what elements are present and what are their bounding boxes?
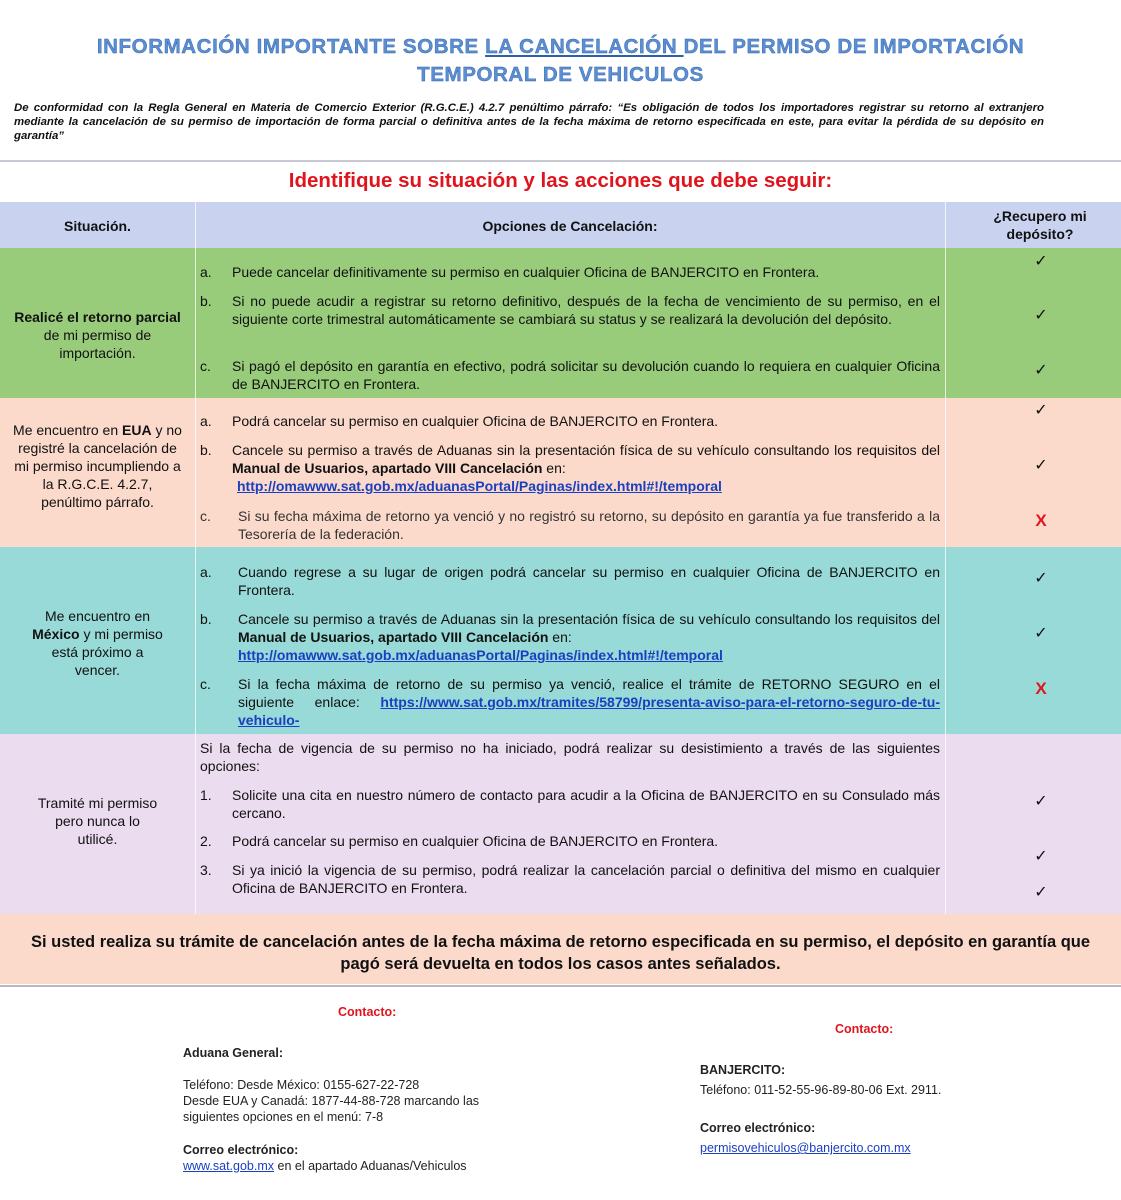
column-header-situation: Situación.	[64, 218, 131, 234]
cross-icon: X	[1035, 511, 1047, 530]
row1-situation-bold: Realicé el retorno parcial	[14, 309, 181, 325]
item-label: a.	[200, 264, 212, 280]
row3-situation	[0, 607, 195, 679]
row2-situation-bold: EUA	[122, 422, 152, 438]
row4-item-3	[200, 861, 940, 897]
aduana-phone-line3: siguientes opciones en el menú: 7-8	[183, 1110, 384, 1124]
sat-temporal-link[interactable]: http://omawww.sat.gob.mx/aduanasPortal/Paginas/index.html#!/temporal	[237, 478, 722, 494]
check-icon: ✓	[1034, 793, 1048, 810]
aduana-email-rest: en el apartado Aduanas/Vehiculos	[274, 1159, 467, 1173]
item-text: Puede cancelar definitivamente su permiso en cualquier Oficina de BANJERCITO en Frontera.	[232, 264, 820, 280]
item-text: Solicite una cita en nuestro número de contacto para acudir a la Oficina de BANJERCITO en su Consulado más cercano.	[232, 787, 940, 821]
row2-item-c	[200, 507, 940, 543]
item-text: Si pagó el depósito en garantía en efectivo, podrá solicitar su devolución cuando lo requiera en cualquier Oficina de BANJERCITO en Frontera.	[232, 358, 940, 392]
item-text-main: Si la fecha máxima de retorno de su permiso ya venció, realice el trámite de RETORNO SEGURO en el siguiente enlace:	[238, 676, 940, 710]
section-headline: Identifique su situación y las acciones que debe seguir:	[288, 169, 833, 192]
check-icon: ✓	[1034, 362, 1048, 379]
banjercito-email-label: Correo electrónico:	[700, 1121, 816, 1135]
row1-situation-rest: de mi permiso de importación.	[43, 327, 152, 361]
row3-item-c	[200, 675, 940, 729]
row4-item-1	[200, 786, 940, 822]
item-text-bold: Manual de Usuarios, apartado VIII Cancelación	[232, 460, 543, 476]
item-label: a.	[200, 413, 212, 429]
item-text-pre: Cancele su permiso a través de Aduanas sin la presentación física de su vehículo consultando los requisitos del	[238, 611, 940, 627]
title-line1-pre: INFORMACIÓN IMPORTANTE SOBRE	[96, 35, 486, 58]
banjercito-phone: Teléfono: 011-52-55-96-89-80-06 Ext. 2911.	[700, 1083, 942, 1097]
item-label: c.	[200, 508, 211, 524]
row2-situation-post: y no registré la cancelación de mi permiso incumpliendo a la R.G.C.E. 4.2.7, penúltimo párrafo.	[14, 422, 182, 510]
item-text-pre: Cancele su permiso a través de Aduanas sin la presentación física de su vehículo consultando los requisitos del	[232, 442, 940, 458]
item-text	[238, 675, 940, 729]
banjercito-label: BANJERCITO:	[700, 1063, 786, 1077]
sat-website-link[interactable]: www.sat.gob.mx	[183, 1159, 275, 1173]
sat-temporal-link[interactable]: http://omawww.sat.gob.mx/aduanasPortal/Paginas/index.html#!/temporal	[238, 647, 723, 663]
row2-item-b	[200, 441, 940, 495]
aduana-email-label: Correo electrónico:	[183, 1143, 299, 1157]
row3-situation-post: y mi permiso está próximo a vencer.	[51, 626, 163, 678]
item-label: b.	[200, 611, 212, 627]
check-icon: ✓	[1034, 457, 1048, 474]
title-line1-post: DEL PERMISO DE IMPORTACIÓN	[683, 35, 1025, 58]
row2-situation-pre: Me encuentro en	[13, 422, 123, 438]
item-label: c.	[200, 358, 211, 374]
item-text: Podrá cancelar su permiso en cualquier Oficina de BANJERCITO en Frontera.	[232, 833, 719, 849]
check-icon: ✓	[1034, 625, 1048, 642]
check-icon: ✓	[1034, 848, 1048, 865]
contact-heading-left: Contacto:	[338, 1005, 397, 1019]
row1-situation	[0, 308, 195, 362]
column-separator	[195, 202, 196, 914]
cross-icon: X	[1035, 679, 1047, 698]
page-title	[0, 35, 1121, 59]
row4-situation: Tramité mi permiso pero nunca lo utilicé.	[37, 795, 158, 847]
intro-paragraph: De conformidad con la Regla General en Materia de Comercio Exterior (R.G.C.E.) 4.2.7 penúltimo párrafo: “Es obligación de todos los importadores registrar su retorno al extranjero mediante la cancelación de su permiso de importación de forma parcial o definitiva antes de la fecha máxima de retorno especificada en este, para evitar la pérdida de su depósito en garantía”	[14, 102, 1044, 142]
row3-item-a	[200, 563, 940, 599]
item-label: 3.	[200, 862, 212, 878]
aduana-general-label: Aduana General:	[183, 1046, 284, 1060]
item-label: a.	[200, 564, 212, 580]
item-text-bold: Manual de Usuarios, apartado VIII Cancelación	[238, 629, 549, 645]
check-icon: ✓	[1034, 570, 1048, 587]
item-text	[238, 610, 940, 664]
contact-heading-right: Contacto:	[835, 1022, 894, 1036]
item-text-post: en:	[548, 629, 572, 645]
banjercito-email-link[interactable]: permisovehiculos@banjercito.com.mx	[700, 1141, 911, 1155]
column-header-refund: ¿Recupero mi depósito?	[993, 208, 1087, 242]
row3-situation-bold: México	[32, 626, 80, 642]
check-icon: ✓	[1034, 884, 1048, 901]
column-separator	[945, 202, 946, 914]
column-header-options: Opciones de Cancelación:	[482, 218, 658, 234]
item-label: c.	[200, 676, 211, 692]
row1-item-a	[200, 263, 940, 281]
row2-item-a	[200, 412, 940, 430]
footer-note: Si usted realiza su trámite de cancelación antes de la fecha máxima de retorno especificada en su permiso, el depósito en garantía que pagó será devuelta en todos los casos antes señalados.	[30, 933, 1091, 973]
item-text: Si ya inició la vigencia de su permiso, podrá realizar la cancelación parcial o definitiva del mismo en cualquier Oficina de BANJERCITO en Frontera.	[232, 862, 940, 896]
divider-bottom	[0, 985, 1121, 987]
row4-item-2	[200, 832, 940, 850]
page-title-line2: TEMPORAL DE VEHICULOS	[417, 63, 704, 86]
row1-item-c	[200, 357, 940, 393]
item-label: 2.	[200, 833, 212, 849]
row2-situation	[0, 421, 195, 511]
retorno-seguro-link[interactable]: https://www.sat.gob.mx/tramites/58799/presenta-aviso-para-el-retorno-seguro-de-tu-vehiculo-	[238, 694, 941, 728]
divider-top	[0, 160, 1121, 162]
item-text: Cuando regrese a su lugar de origen podrá cancelar su permiso en cualquier Oficina de BANJERCITO en Frontera.	[238, 564, 940, 598]
item-text: Si la fecha de vigencia de su permiso no ha iniciado, podrá realizar su desistimiento a través de las siguientes opciones:	[200, 740, 940, 774]
item-label: 1.	[200, 787, 212, 803]
row1-item-b	[200, 292, 940, 328]
row4-intro	[200, 739, 940, 775]
title-line1-underlined: LA CANCELACIÓN	[485, 35, 684, 58]
row3-item-b	[200, 610, 940, 664]
item-label: b.	[200, 442, 212, 458]
item-text: Podrá cancelar su permiso en cualquier Oficina de BANJERCITO en Frontera.	[232, 413, 719, 429]
item-text	[232, 441, 940, 495]
check-icon: ✓	[1034, 307, 1048, 324]
aduana-phone-line1: Teléfono: Desde México: 0155-627-22-728	[183, 1078, 420, 1092]
aduana-phone-line2: Desde EUA y Canadá: 1877-44-88-728 marcando las	[183, 1094, 480, 1108]
check-icon: ✓	[1034, 402, 1048, 419]
item-text-post: en:	[542, 460, 566, 476]
item-text: Si su fecha máxima de retorno ya venció y no registró su retorno, su depósito en garantía ya fue transferido a la Tesorería de la federación.	[238, 508, 940, 542]
item-text: Si no puede acudir a registrar su retorno definitivo, después de la fecha de vencimiento de su permiso, en el siguiente corte trimestral automáticamente se cambiará su status y se realizará la devolución del depósito.	[232, 293, 940, 327]
item-label: b.	[200, 293, 212, 309]
row3-situation-pre: Me encuentro en	[44, 608, 151, 624]
aduana-email-line	[183, 1159, 467, 1175]
check-icon: ✓	[1034, 253, 1048, 270]
